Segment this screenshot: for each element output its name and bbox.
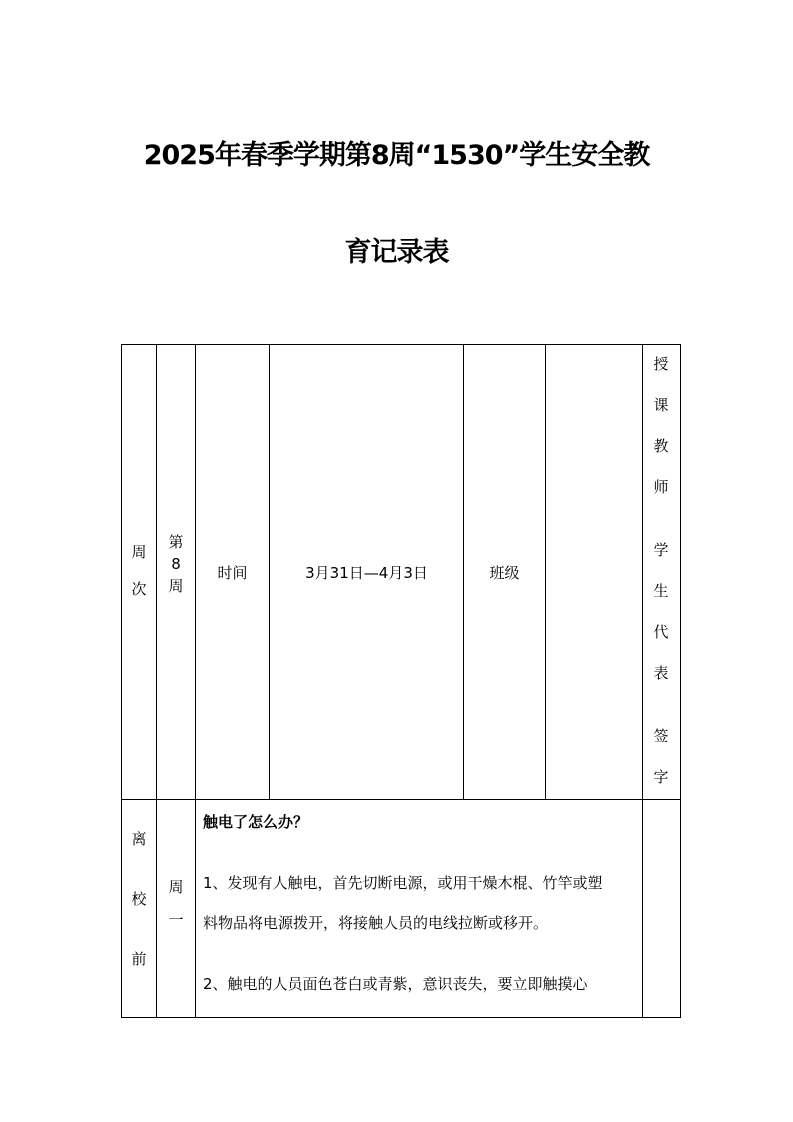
- week-label: [130, 545, 148, 597]
- content-paragraph-2: 料物品将电源拨开，将接触人员的电线拉断或移开。: [203, 914, 549, 932]
- time-label: 时间: [217, 564, 248, 582]
- content-paragraph-3: 2、触电的人员面色苍白或青紫，意识丧失，要立即触摸心: [203, 975, 588, 993]
- week-label-char-2: 次: [131, 580, 147, 598]
- week-value: [166, 535, 186, 594]
- week-value-char-1: 第: [168, 533, 184, 551]
- time-value: 3月31日—4月3日: [305, 564, 428, 582]
- week-value-char-2: 8: [171, 555, 181, 573]
- week-value-char-3: 周: [168, 577, 184, 595]
- document-title-line-2: 育记录表: [344, 237, 449, 268]
- class-label: 班级: [489, 564, 520, 582]
- sign-label-teacher: 授 课 教 师: [653, 355, 669, 496]
- sign-label-students: 学 生 代 表: [653, 541, 669, 682]
- timing-label: 离 校 前: [131, 830, 147, 968]
- document-title-line-1: 2025年春季学期第8周“1530”学生安全教: [143, 140, 650, 171]
- sign-label-sign: 签 字: [653, 727, 669, 786]
- content-title: 触电了怎么办？: [203, 813, 309, 831]
- day-label: 周 一: [168, 878, 184, 929]
- content-paragraph-1: 1、发现有人触电，首先切断电源，或用干燥木棍、竹竿或塑: [203, 874, 603, 892]
- week-label-char-1: 周: [131, 543, 147, 561]
